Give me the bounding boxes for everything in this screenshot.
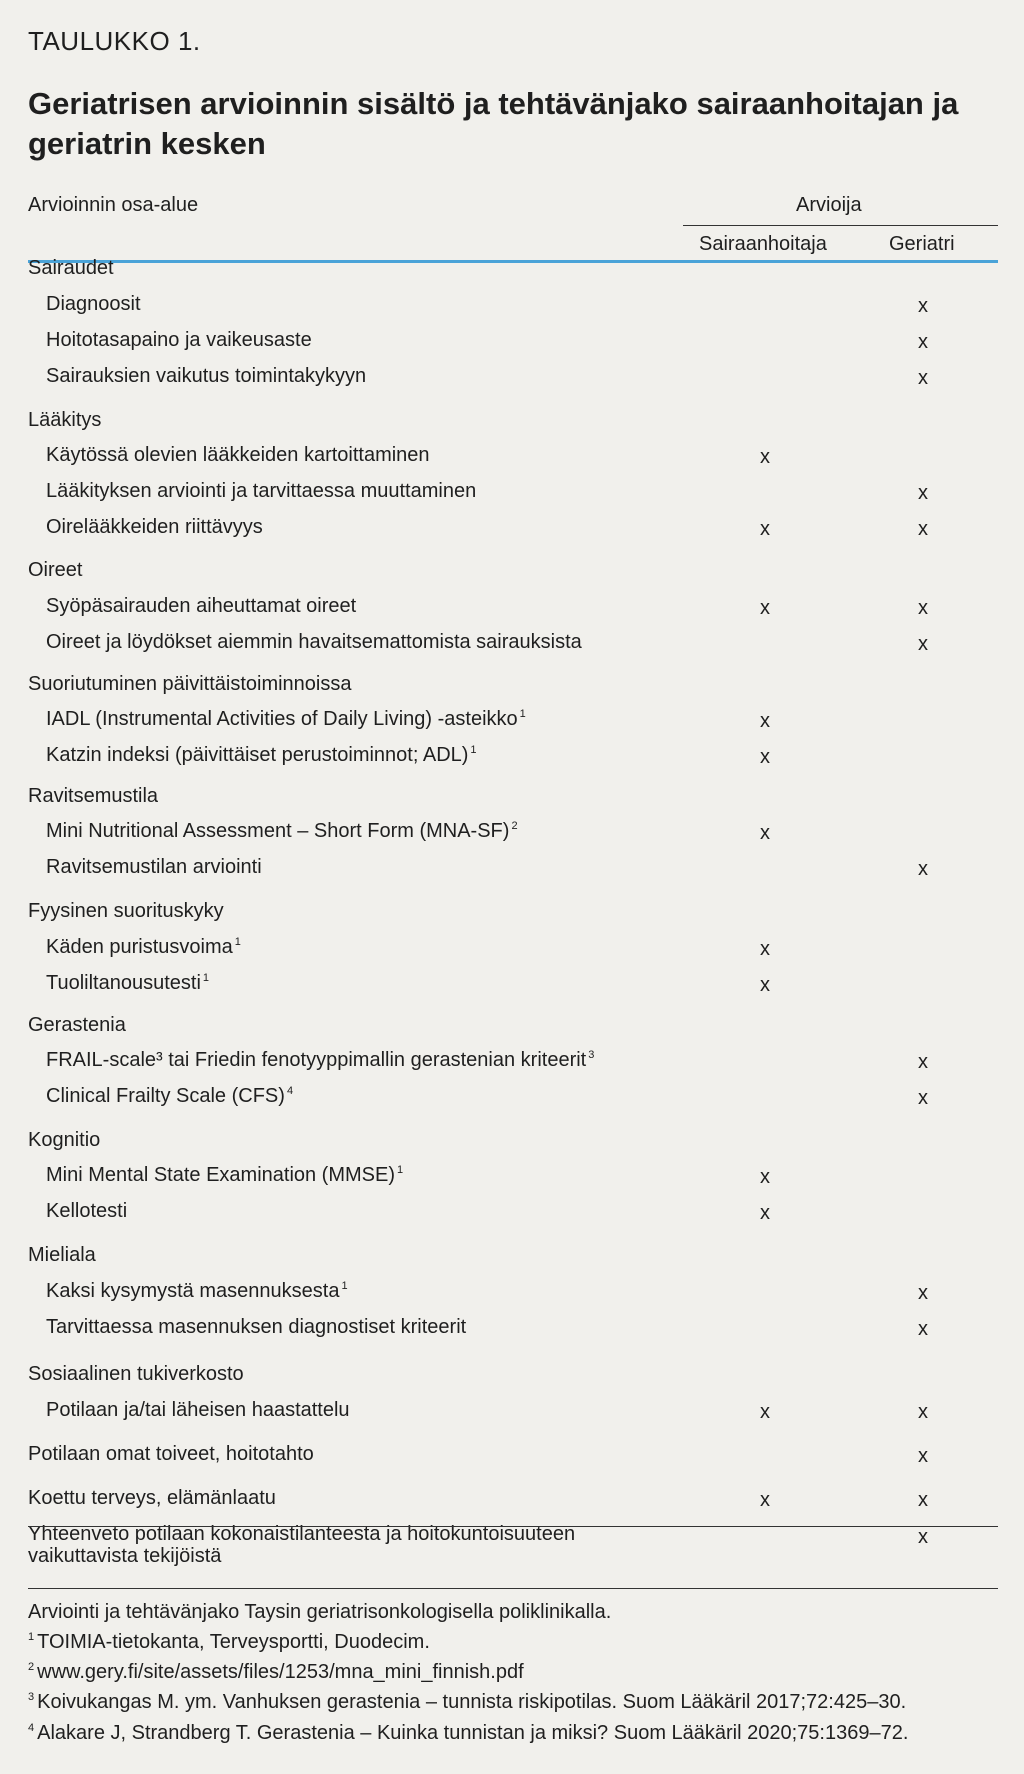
category-label [28, 558, 82, 582]
row-text: Oireet ja löydökset aiemmin havaitsemattomista sairauksista [46, 631, 582, 653]
row-text: Diagnoosit [46, 293, 141, 315]
column-header-nurse: Sairaanhoitaja [699, 233, 827, 255]
header-rule [28, 260, 998, 263]
row-text: Kognitio [28, 1129, 101, 1151]
row-text: Katzin indeksi (päivittäiset perustoiminnot; ADL) [46, 744, 469, 766]
footnote-ref: 1 [397, 1164, 404, 1177]
row-text: Tarvittaessa masennuksen diagnostiset kriteerit [46, 1316, 467, 1338]
row-text: Sairauksien vaikutus toimintakykyyn [46, 365, 367, 387]
footnote [28, 1630, 1008, 1654]
footnote-ref: 1 [470, 744, 477, 757]
geriatrician-mark: x [918, 518, 928, 540]
row-text: Sosiaalinen tukiverkosto [28, 1363, 244, 1385]
item-label [46, 1163, 403, 1187]
row-text: Suoriutuminen päivittäistoiminnoissa [28, 673, 352, 695]
item-label [46, 1048, 594, 1072]
item-label [46, 328, 312, 352]
item-label [46, 1398, 350, 1422]
item-label [46, 707, 526, 731]
category-label [28, 1486, 276, 1510]
footnote-text: TOIMIA-tietokanta, Terveysportti, Duodecim. [37, 1631, 430, 1653]
footnote-ref: 4 [286, 1085, 294, 1098]
footnote-number: 3 [28, 1691, 35, 1704]
footnote-ref: 1 [341, 1280, 348, 1293]
geriatrician-mark: x [918, 1445, 928, 1467]
row-text: Mini Nutritional Assessment – Short Form (MNA-SF) [46, 820, 510, 842]
footnote-number: 2 [28, 1661, 35, 1674]
geriatrician-mark: x [918, 1526, 928, 1548]
nurse-mark: x [760, 710, 770, 732]
category-label [28, 784, 158, 808]
item-label [46, 1279, 348, 1303]
geriatrician-mark: x [918, 1318, 928, 1340]
nurse-mark: x [760, 974, 770, 996]
item-label [46, 819, 518, 843]
category-label [28, 408, 101, 432]
row-text: Fyysinen suorituskyky [28, 900, 224, 922]
geriatrician-mark: x [918, 633, 928, 655]
row-text: Koettu terveys, elämänlaatu [28, 1487, 276, 1509]
category-label [28, 672, 352, 696]
item-label [46, 594, 356, 618]
row-text: Käytössä olevien lääkkeiden kartoittaminen [46, 444, 430, 466]
row-text: Hoitotasapaino ja vaikeusaste [46, 329, 312, 351]
row-text: Oirelääkkeiden riittävyys [46, 516, 263, 538]
nurse-mark: x [760, 1202, 770, 1224]
column-header-area: Arvioinnin osa-alue [28, 194, 199, 216]
item-label [46, 935, 241, 959]
footnote-ref: 1 [202, 972, 210, 985]
row-text: Clinical Frailty Scale (CFS) [46, 1085, 285, 1107]
geriatrician-mark: x [918, 367, 928, 389]
footnote [28, 1721, 1008, 1745]
nurse-mark: x [760, 746, 770, 768]
item-label [46, 364, 366, 388]
category-label [28, 1362, 244, 1386]
summary-rule-bottom [28, 1588, 998, 1589]
row-text: Oireet [28, 559, 83, 581]
row-text: Tuoliltanousutesti [46, 972, 201, 994]
table-title: Geriatrisen arvioinnin sisältö ja tehtävänjako sairaanhoitajan ja geriatrin kesken [28, 86, 959, 161]
item-label [46, 515, 263, 539]
item-label [46, 292, 141, 316]
footnote-ref: 1 [234, 936, 241, 949]
row-text: Ravitsemustilan arviointi [46, 856, 262, 878]
nurse-mark: x [760, 597, 770, 619]
item-label [46, 630, 582, 654]
footnote-number: 4 [28, 1722, 35, 1735]
category-label [28, 1442, 314, 1466]
item-label [46, 1315, 466, 1339]
category-label [28, 1013, 126, 1037]
item-label [46, 743, 477, 767]
footnote-ref: 2 [511, 820, 518, 833]
row-text: Yhteenveto potilaan kokonaistilanteesta ja hoitokuntoisuuteen vaikuttavista tekijöistä [28, 1523, 576, 1567]
nurse-mark: x [760, 1401, 770, 1423]
category-label [28, 899, 224, 923]
footnote-text: www.gery.fi/site/assets/files/1253/mna_mini_finnish.pdf [37, 1661, 524, 1683]
item-label [46, 1084, 293, 1108]
category-label [28, 1523, 648, 1567]
row-text: FRAIL-scale³ tai Friedin fenotyyppimallin gerastenian kriteerit [46, 1049, 587, 1071]
nurse-mark: x [760, 1489, 770, 1511]
row-text: IADL (Instrumental Activities of Daily Living) -asteikko [46, 708, 518, 730]
geriatrician-mark: x [918, 331, 928, 353]
row-text: Kaksi kysymystä masennuksesta [46, 1280, 340, 1302]
footnote-ref: 1 [519, 708, 526, 721]
category-label [28, 1128, 100, 1152]
evaluator-divider [683, 225, 998, 226]
footnote-ref: 3 [588, 1049, 595, 1062]
nurse-mark: x [760, 446, 770, 468]
geriatrician-mark: x [918, 858, 928, 880]
geriatrician-mark: x [918, 1087, 928, 1109]
item-label [46, 971, 209, 995]
item-label [46, 443, 430, 467]
nurse-mark: x [760, 938, 770, 960]
row-text: Potilaan ja/tai läheisen haastattelu [46, 1399, 350, 1421]
item-label [46, 1199, 127, 1223]
geriatrician-mark: x [918, 1282, 928, 1304]
geriatrician-mark: x [918, 1401, 928, 1423]
summary-rule-top [28, 1526, 998, 1527]
column-header-geriatrician: Geriatri [889, 233, 955, 255]
nurse-mark: x [760, 518, 770, 540]
geriatrician-mark: x [918, 597, 928, 619]
geriatrician-mark: x [918, 295, 928, 317]
item-label [46, 855, 262, 879]
row-text: Sairaudet [28, 257, 114, 279]
row-text: Syöpäsairauden aiheuttamat oireet [46, 595, 357, 617]
footnote-number: 1 [28, 1631, 35, 1644]
row-text: Mini Mental State Examination (MMSE) [46, 1164, 396, 1186]
row-text: Ravitsemustila [28, 785, 159, 807]
row-text: Lääkityksen arviointi ja tarvittaessa muuttaminen [46, 480, 477, 502]
footnote-text: Arviointi ja tehtävänjako Taysin geriatrisonkologisella poliklinikalla. [28, 1601, 612, 1623]
row-text: Käden puristusvoima [46, 936, 233, 958]
category-label [28, 1243, 96, 1267]
nurse-mark: x [760, 822, 770, 844]
footnote-text: Alakare J, Strandberg T. Gerastenia – Kuinka tunnistan ja miksi? Suom Lääkäril 2020;75:1369–72. [37, 1722, 909, 1744]
geriatrician-mark: x [918, 1051, 928, 1073]
footnote-text: Koivukangas M. ym. Vanhuksen gerastenia – tunnista riskipotilas. Suom Lääkäril 2017;72:425–30. [37, 1691, 907, 1713]
footnote [28, 1660, 1008, 1684]
footnote [28, 1600, 1008, 1624]
row-text: Mieliala [28, 1244, 96, 1266]
geriatrician-mark: x [918, 482, 928, 504]
item-label [46, 479, 476, 503]
footnote [28, 1690, 1008, 1714]
category-label [28, 256, 114, 280]
geriatrician-mark: x [918, 1489, 928, 1511]
table-label: TAULUKKO 1. [28, 26, 201, 56]
row-text: Lääkitys [28, 409, 102, 431]
row-text: Gerastenia [28, 1014, 126, 1036]
row-text: Kellotesti [46, 1200, 128, 1222]
nurse-mark: x [760, 1166, 770, 1188]
column-header-evaluator: Arvioija [796, 194, 862, 216]
row-text: Potilaan omat toiveet, hoitotahto [28, 1443, 314, 1465]
